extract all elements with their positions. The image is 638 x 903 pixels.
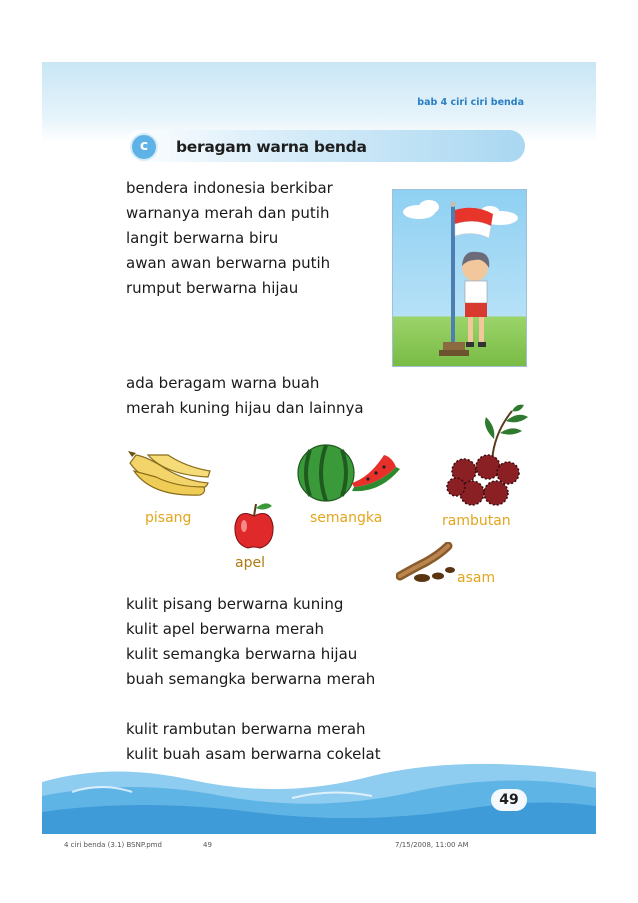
chapter-title: bab 4 ciri ciri benda [417, 97, 524, 108]
text-line: kulit buah asam berwarna cokelat [126, 745, 381, 763]
text-line: bendera indonesia berkibar [126, 179, 333, 197]
text-line: buah semangka berwarna merah [126, 670, 376, 688]
text-line: kulit semangka berwarna hijau [126, 645, 358, 663]
label-apel: apel [235, 555, 265, 571]
text-line: warnanya merah dan putih [126, 204, 330, 222]
label-pisang: pisang [145, 510, 192, 526]
label-asam: asam [457, 570, 496, 586]
footer-page: 49 [203, 841, 212, 849]
label-rambutan: rambutan [442, 513, 511, 529]
section-title: beragam warna benda [176, 138, 367, 156]
text-line: awan awan berwarna putih [126, 254, 331, 272]
paragraph-fruits-intro [126, 371, 364, 421]
footer-filename: 4 ciri benda (3.1) BSNP.pmd [64, 841, 162, 849]
text-line: ada beragam warna buah [126, 374, 320, 392]
label-semangka: semangka [310, 510, 383, 526]
tamarind-icon [396, 542, 456, 590]
text-line: kulit apel berwarna merah [126, 620, 325, 638]
text-line: rumput berwarna hijau [126, 279, 299, 297]
text-line: merah kuning hijau dan lainnya [126, 399, 364, 417]
footer-timestamp: 7/15/2008, 11:00 AM [395, 841, 469, 849]
book-page [42, 62, 596, 834]
paragraph-flag [126, 176, 333, 301]
page-number-badge: 49 [491, 789, 527, 811]
section-letter-badge: c [132, 135, 156, 159]
text-line: kulit pisang berwarna kuning [126, 595, 344, 613]
paragraph-skin-colors [126, 592, 375, 692]
text-line: langit berwarna biru [126, 229, 279, 247]
apple-icon [232, 500, 276, 556]
watermelon-icon [296, 443, 404, 511]
flag-illustration [392, 189, 527, 367]
rambutan-icon [442, 403, 534, 515]
banana-icon [126, 447, 214, 509]
text-line: kulit rambutan berwarna merah [126, 720, 366, 738]
